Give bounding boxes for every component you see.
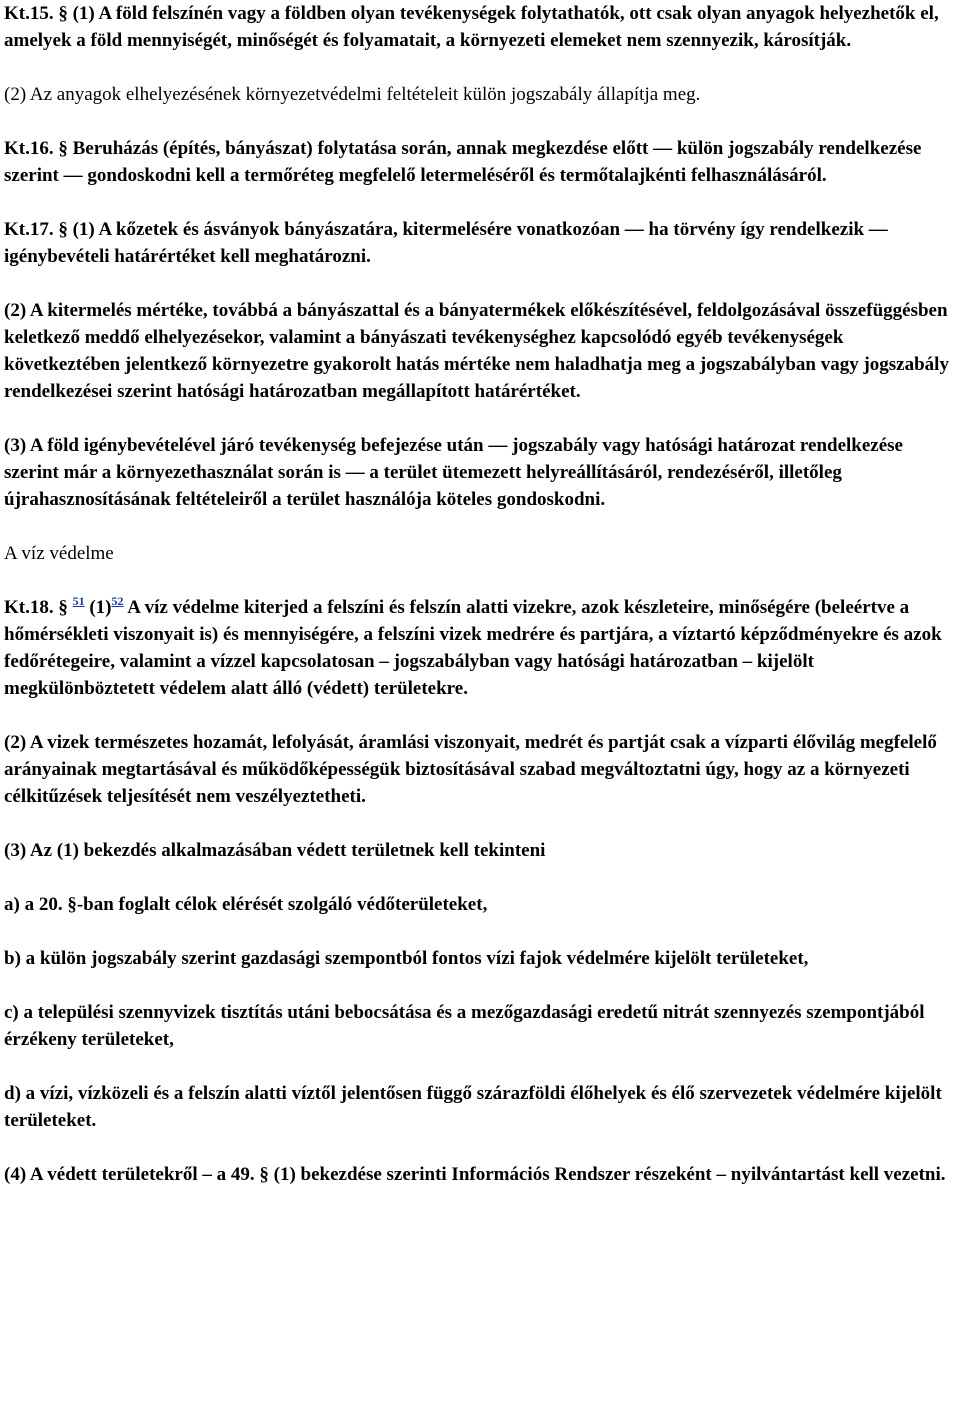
kt18-paragraph-1 bbox=[4, 594, 954, 702]
kt18-paragraph-1-text: A víz védelme kiterjed a felszíni és felszín alatti vizekre, azok készleteire, minőségére (beleértve a hőmérsékleti viszonyait is) és mennyiségére, a felszíni vizek medrére és partjára, a víztartó képződményekre és azok fedőrétegeire, valamint a vízzel kapcsolatosan – jogszabályban vagy hatósági határozatban – kijelölt megkülönböztetett védelem alatt álló (védett) területekre. bbox=[4, 597, 942, 699]
kt15-lead: Kt.15. bbox=[4, 3, 54, 24]
kt18-item-d: d) a vízi, vízközeli és a felszín alatti víztől jelentősen függő szárazföldi élőhelyek és élő szervezetek védelmére kijelölt területeket. bbox=[4, 1083, 942, 1131]
footnote-link-51[interactable]: 51 bbox=[72, 594, 85, 608]
footnote-link-52[interactable]: 52 bbox=[111, 594, 124, 608]
kt18-item-a: a) a 20. §-ban foglalt célok elérését szolgáló védőterületeket, bbox=[4, 894, 488, 915]
kt15-paragraph-1-text: § (1) A föld felszínén vagy a földben olyan tevékenységek folytathatók, ott csak olyan anyagok helyezhetők el, amelyek a föld mennyiségét, minőségét és folyamatait, a környezeti elemeket nem szennyezik, károsítják. bbox=[4, 3, 939, 51]
kt18-lead: Kt.18. § bbox=[4, 597, 68, 618]
kt18-num: (1) bbox=[89, 597, 112, 618]
kt15-paragraph-1 bbox=[4, 0, 954, 54]
kt18-item-b: b) a külön jogszabály szerint gazdasági szempontból fontos vízi fajok védelmére kijelölt területeket, bbox=[4, 948, 809, 969]
kt17-paragraph-3: (3) A föld igénybevételével járó tevékenység befejezése után — jogszabály vagy hatósági határozat rendelkezése szerint már a környezethasználat során is — a terület ütemezett helyreállításáról, rendezéséről, illetőleg újrahasznosításának feltételeiről a terület használója köteles gondoskodni. bbox=[4, 435, 903, 510]
kt18-paragraph-2: (2) A vizek természetes hozamát, lefolyását, áramlási viszonyait, medrét és partját csak a vízparti élővilág megfelelő arányainak megtartásával és működőképességük biztosításával szabad megváltoztatni úgy, hogy az a környezeti célkitűzések teljesítését nem veszélyeztetheti. bbox=[4, 732, 937, 807]
kt18-item-c: c) a települési szennyvizek tisztítás utáni bebocsátása és a mezőgazdasági eredetű nitrát szennyezés szempontjából érzékeny területeket, bbox=[4, 1002, 925, 1050]
kt16-paragraph: Kt.16. § Beruházás (építés, bányászat) folytatása során, annak megkezdése előtt — külön jogszabály rendelkezése szerint — gondoskodni kell a termőréteg megfelelő letermeléséről és termőtalajkénti felhasználásáról. bbox=[4, 138, 922, 186]
kt17-paragraph-2: (2) A kitermelés mértéke, továbbá a bányászattal és a bányatermékek előkészítésével, feldolgozásával összefüggésben keletkező meddő elhelyezésekor, valamint a bányászati tevékenységhez kapcsolódó egyéb tevékenységek következtében jelentkező környezetre gyakorolt hatás mértéke nem haladhatja meg a jogszabályban vagy jogszabály rendelkezései szerint hatósági határozatban megállapított határértéket. bbox=[4, 300, 949, 402]
kt15-paragraph-2: (2) Az anyagok elhelyezésének környezetvédelmi feltételeit külön jogszabály állapítja meg. bbox=[4, 84, 701, 105]
kt18-paragraph-3: (3) Az (1) bekezdés alkalmazásában védett területnek kell tekinteni bbox=[4, 840, 546, 861]
kt17-paragraph-1: Kt.17. § (1) A kőzetek és ásványok bányászatára, kitermelésére vonatkozóan — ha törvény így rendelkezik — igénybevételi határértéket kell meghatározni. bbox=[4, 219, 888, 267]
kt18-paragraph-4: (4) A védett területekről – a 49. § (1) bekezdése szerinti Információs Rendszer részeként – nyilvántartást kell vezetni. bbox=[4, 1164, 946, 1185]
section-title: A víz védelme bbox=[4, 543, 114, 564]
